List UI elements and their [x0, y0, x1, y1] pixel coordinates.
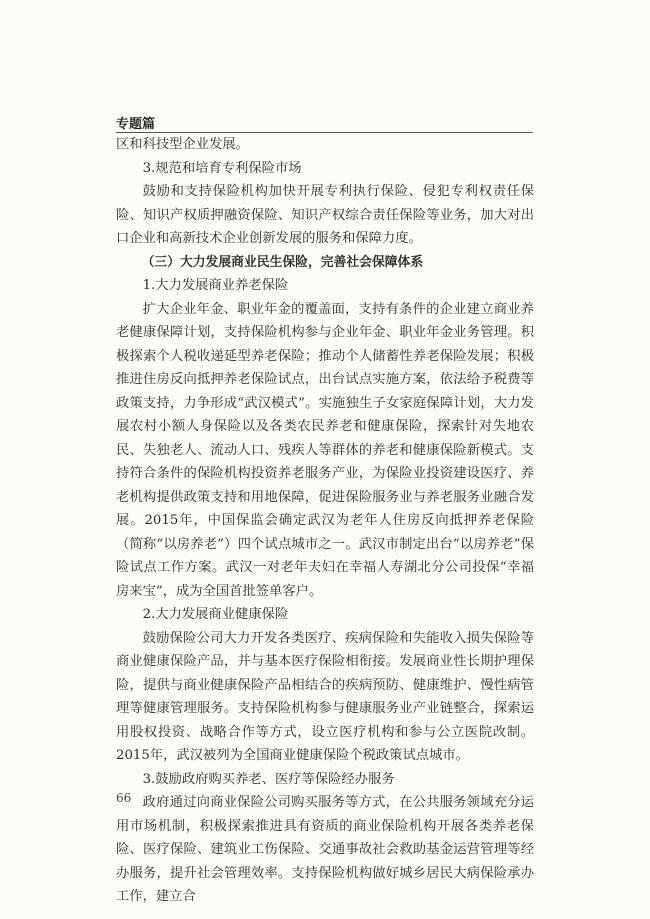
paragraph-health-insurance: 鼓励保险公司大力开发各类医疗、疾病保险和失能收入损失保险等商业健康保险产品，并与基本医疗保险相衔接。发展商业性长期护理保险，提供与商业健康保险产品相结合的疾病预防、健康维护、慢性病管理等健康管理服务。支持保险机构参与健康服务业产业链整合，探索运用股权投资、战略合作等方式，设立医疗机构和参与公立医院改制。2015年，武汉被列为全国商业健康保险个税政策试点城市。	[116, 630, 534, 763]
paragraph-patent-insurance: 鼓励和支持保险机构加快开展专利执行保险、侵犯专利权责任保险、知识产权质押融资保险、知识产权综合责任保险等业务，加大对出口企业和高新技术企业创新发展的服务和保障力度。	[116, 184, 534, 246]
subheading-pension-insurance: 1.大力发展商业养老保险	[142, 278, 289, 293]
section-header: 专题篇	[116, 117, 156, 132]
subheading-government-procurement: 3.鼓励政府购买养老、医疗等保险经办服务	[142, 771, 395, 787]
page-number: 66	[116, 791, 132, 805]
paragraph-pension-insurance: 扩大企业年金、职业年金的覆盖面，支持有条件的企业建立商业养老健康保障计划，支持保险机构参与企业年金、职业年金业务管理。积极探索个人税收递延型养老保险；推动个人储蓄性养老保险发展；积极推进住房反向抵押养老保险试点，出台试点实施方案，依法给予税费等政策支持，力争形成“武汉模式”。实施独生子女家庭保障计划，大力发展农村小额人身保险以及各类农民养老和健康保险，探索针对失地农民、失独老人、流动人口、残疾人等群体的养老和健康保险新模式。支持符合条件的保险机构投资养老服务产业，为保险业投资建设医疗、养老机构提供政策支持和用地保障，促进保险服务业与养老服务业融合发展。2015年，中国保监会确定武汉为老年人住房反向抵押养老保险（简称“以房养老”）四个试点城市之一。武汉市制定出台“以房养老”保险试点工作方案。武汉一对老年夫妇在幸福人寿湖北分公司投保“幸福房来宝”，成为全国首批签单客户。	[116, 301, 534, 599]
paragraph-government-procurement: 政府通过向商业保险公司购买服务等方式，在公共服务领域充分运用市场机制，积极探索推进具有资质的商业保险机构开展各类养老保险、医疗保险、建筑业工伤保险、交通事故社会救助基金运营管理等经办服务，提升社会管理效率。支持保险机构做好城乡居民大病保险承办工作，建立合	[116, 795, 534, 904]
paragraph-continuation: 区和科技型企业发展。	[116, 137, 249, 152]
body-text	[116, 133, 534, 909]
section-heading-livelihood-insurance: （三）大力发展商业民生保险，完善社会保障体系	[141, 254, 424, 270]
subheading-patent-insurance: 3.规范和培育专利保险市场	[142, 160, 302, 176]
subheading-health-insurance: 2.大力发展商业健康保险	[142, 607, 289, 622]
